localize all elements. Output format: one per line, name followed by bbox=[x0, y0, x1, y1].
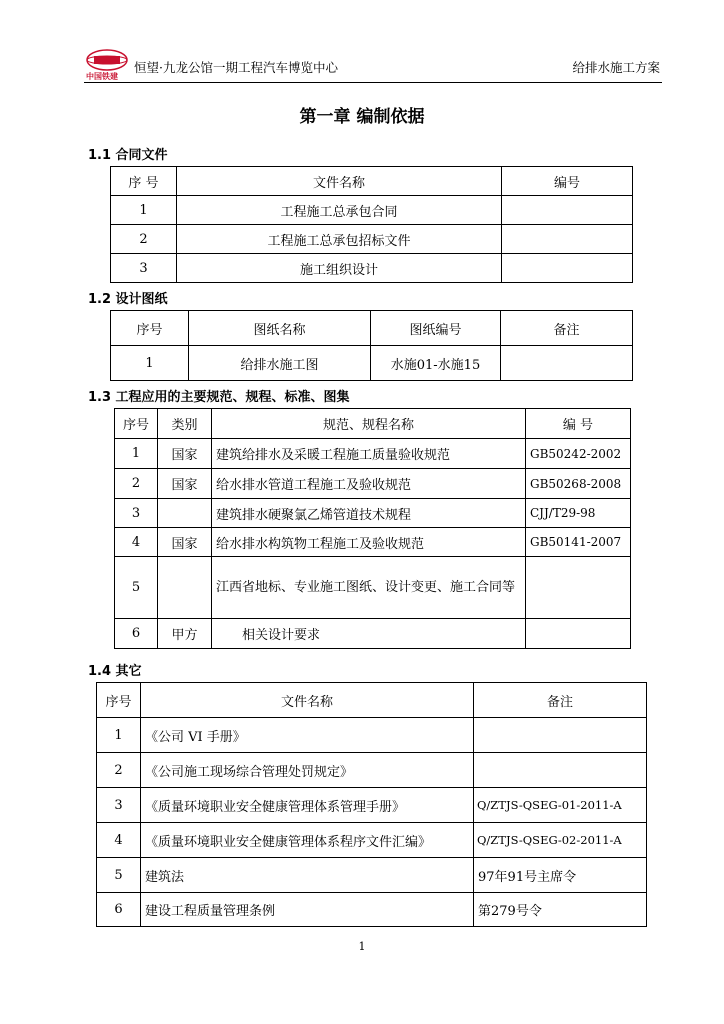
table-cell: 4 bbox=[97, 823, 141, 858]
table-cell: 4 bbox=[115, 528, 158, 557]
table-cell: 国家 bbox=[158, 469, 212, 499]
header-cell: 序号 bbox=[97, 683, 141, 718]
standards-table bbox=[114, 408, 631, 649]
header-cell: 序 号 bbox=[111, 167, 177, 196]
table-cell: 5 bbox=[115, 557, 158, 619]
contract-docs-table bbox=[110, 166, 633, 283]
header-cell: 图纸名称 bbox=[189, 311, 371, 346]
table-cell: 建设工程质量管理条例 bbox=[141, 893, 474, 927]
table-row bbox=[97, 893, 647, 927]
table-cell: 《公司施工现场综合管理处罚规定》 bbox=[141, 753, 474, 788]
table-cell bbox=[502, 225, 633, 254]
logo-text: 中国铁建 bbox=[86, 72, 118, 81]
header-project-name: 恒望·九龙公馆一期工程汽车博览中心 bbox=[134, 60, 338, 75]
table-cell: 1 bbox=[111, 196, 177, 225]
section-title-1-2: 1.2 设计图纸 bbox=[88, 292, 168, 307]
table-cell: 甲方 bbox=[158, 619, 212, 649]
table-cell: 国家 bbox=[158, 528, 212, 557]
table-cell: 工程施工总承包招标文件 bbox=[177, 225, 502, 254]
table-row bbox=[115, 619, 631, 649]
table-cell: 建筑给排水及采暖工程施工质量验收规范 bbox=[212, 439, 526, 469]
table-cell bbox=[474, 753, 647, 788]
table-cell bbox=[501, 346, 633, 381]
table-cell: 建筑法 bbox=[141, 858, 474, 893]
table-cell bbox=[526, 619, 631, 649]
section-title-1-3: 1.3 工程应用的主要规范、规程、标准、图集 bbox=[88, 390, 350, 405]
page-number: 1 bbox=[358, 940, 366, 953]
table-cell: 6 bbox=[115, 619, 158, 649]
table-cell: 6 bbox=[97, 893, 141, 927]
table-cell: 《公司 VI 手册》 bbox=[141, 718, 474, 753]
table-cell: 2 bbox=[111, 225, 177, 254]
table-cell: 1 bbox=[97, 718, 141, 753]
table-row bbox=[111, 196, 633, 225]
table-cell: 建筑排水硬聚氯乙烯管道技术规程 bbox=[212, 499, 526, 528]
table-cell bbox=[502, 196, 633, 225]
crcc-logo-icon bbox=[84, 48, 130, 72]
header-cell: 图纸编号 bbox=[371, 311, 501, 346]
header-cell: 序号 bbox=[111, 311, 189, 346]
table-cell: GB50141-2007 bbox=[526, 528, 631, 557]
other-docs-table bbox=[96, 682, 647, 927]
table-row bbox=[111, 346, 633, 381]
table-cell: 江西省地标、专业施工图纸、设计变更、施工合同等 bbox=[212, 557, 526, 619]
section-title-1-1: 1.1 合同文件 bbox=[88, 148, 168, 163]
chapter-title: 第一章 编制依据 bbox=[299, 107, 425, 127]
header-doc-title: 给排水施工方案 bbox=[572, 60, 660, 75]
table-cell bbox=[158, 499, 212, 528]
table-cell: 1 bbox=[111, 346, 189, 381]
table-row bbox=[97, 823, 647, 858]
table-cell: 3 bbox=[115, 499, 158, 528]
table-row bbox=[111, 254, 633, 283]
table-row bbox=[97, 788, 647, 823]
header-cell: 文件名称 bbox=[141, 683, 474, 718]
table-cell: GB50242-2002 bbox=[526, 439, 631, 469]
header-cell: 规范、规程名称 bbox=[212, 409, 526, 439]
table-header-row bbox=[111, 167, 633, 196]
table-cell: 5 bbox=[97, 858, 141, 893]
table-row bbox=[97, 718, 647, 753]
table-cell: 国家 bbox=[158, 439, 212, 469]
table-row bbox=[115, 557, 631, 619]
table-row bbox=[115, 499, 631, 528]
page-header bbox=[84, 48, 662, 83]
table-cell: 《质量环境职业安全健康管理体系程序文件汇编》 bbox=[141, 823, 474, 858]
table-cell: CJJ/T29-98 bbox=[526, 499, 631, 528]
table-cell: 97年91号主席令 bbox=[474, 858, 647, 893]
table-cell: 1 bbox=[115, 439, 158, 469]
header-cell: 序号 bbox=[115, 409, 158, 439]
table-row bbox=[115, 528, 631, 557]
header-cell: 编号 bbox=[502, 167, 633, 196]
table-cell: 给水排水管道工程施工及验收规范 bbox=[212, 469, 526, 499]
table-row bbox=[111, 225, 633, 254]
section-title-1-4: 1.4 其它 bbox=[88, 664, 142, 679]
table-cell: 给排水施工图 bbox=[189, 346, 371, 381]
table-cell: 工程施工总承包合同 bbox=[177, 196, 502, 225]
header-cell: 备注 bbox=[501, 311, 633, 346]
table-cell: 给水排水构筑物工程施工及验收规范 bbox=[212, 528, 526, 557]
table-cell bbox=[502, 254, 633, 283]
table-cell: Q/ZTJS-QSEG-01-2011-A bbox=[474, 788, 647, 823]
header-cell: 编 号 bbox=[526, 409, 631, 439]
table-header-row bbox=[97, 683, 647, 718]
table-row bbox=[115, 469, 631, 499]
table-row bbox=[97, 858, 647, 893]
table-cell: GB50268-2008 bbox=[526, 469, 631, 499]
table-cell: 2 bbox=[97, 753, 141, 788]
table-cell: 3 bbox=[111, 254, 177, 283]
table-header-row bbox=[115, 409, 631, 439]
table-cell: Q/ZTJS-QSEG-02-2011-A bbox=[474, 823, 647, 858]
drawings-table bbox=[110, 310, 633, 381]
table-row bbox=[115, 439, 631, 469]
crcc-logo bbox=[84, 48, 130, 82]
table-cell bbox=[158, 557, 212, 619]
table-cell: 第279号令 bbox=[474, 893, 647, 927]
table-cell bbox=[474, 718, 647, 753]
table-cell: 2 bbox=[115, 469, 158, 499]
table-cell: 施工组织设计 bbox=[177, 254, 502, 283]
header-cell: 文件名称 bbox=[177, 167, 502, 196]
table-cell: 水施01-水施15 bbox=[371, 346, 501, 381]
header-cell: 备注 bbox=[474, 683, 647, 718]
table-cell: 《质量环境职业安全健康管理体系管理手册》 bbox=[141, 788, 474, 823]
table-cell: 相关设计要求 bbox=[212, 619, 526, 649]
header-cell: 类别 bbox=[158, 409, 212, 439]
table-row bbox=[97, 753, 647, 788]
table-cell: 3 bbox=[97, 788, 141, 823]
table-cell bbox=[526, 557, 631, 619]
table-header-row bbox=[111, 311, 633, 346]
